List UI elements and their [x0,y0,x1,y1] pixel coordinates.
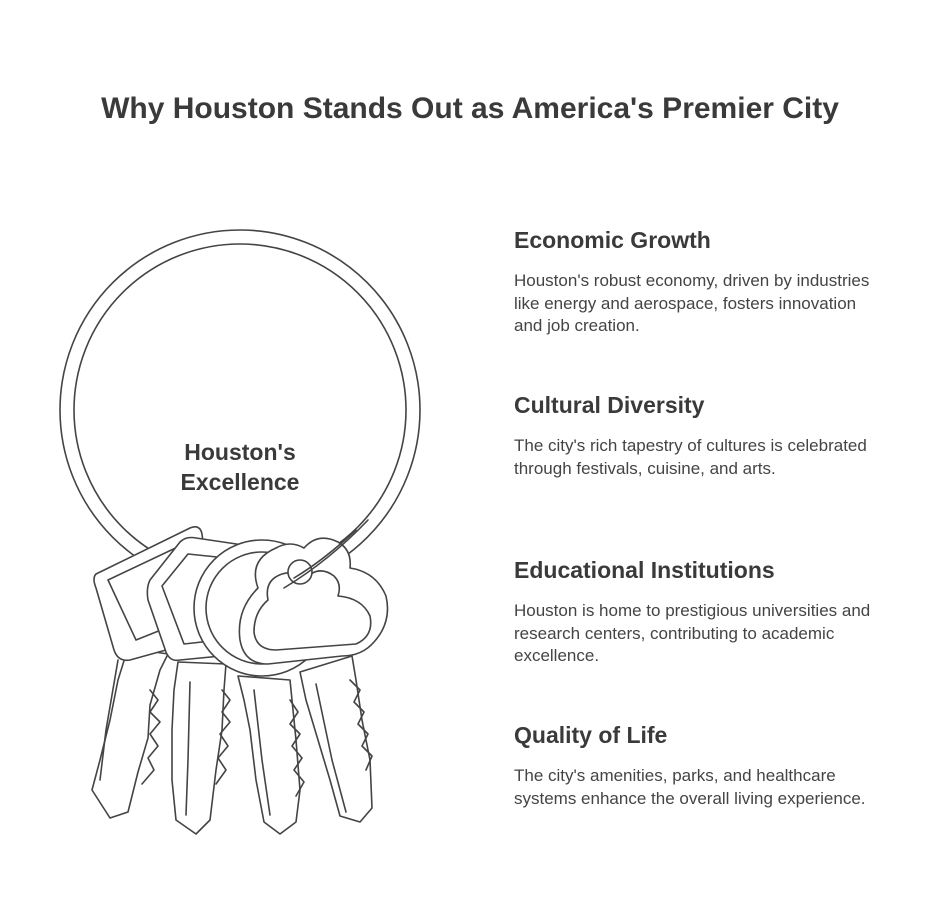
feature-description: The city's rich tapestry of cultures is celebrated through festivals, cuisine, and arts. [514,436,867,478]
page-title: Why Houston Stands Out as America's Premier City [101,92,839,125]
feature-description: Houston is home to prestigious universities and research centers, contributing to academic excellence. [514,601,871,665]
feature-item-cultural-diversity [514,390,914,480]
feature-heading: Quality of Life [514,722,668,748]
feature-item-quality-of-life [514,720,914,810]
feature-item-economic-growth [514,225,914,338]
feature-description: Houston's robust economy, driven by industries like energy and aerospace, fosters innovation and job creation. [514,271,870,335]
center-label: Houston's Excellence [180,439,300,495]
feature-heading: Cultural Diversity [514,392,705,418]
feature-description: The city's amenities, parks, and healthcare systems enhance the overall living experience. [514,766,866,808]
feature-item-educational-institutions [514,555,914,668]
key-ring [60,230,420,590]
feature-heading: Educational Institutions [514,557,775,583]
feature-heading: Economic Growth [514,227,711,253]
